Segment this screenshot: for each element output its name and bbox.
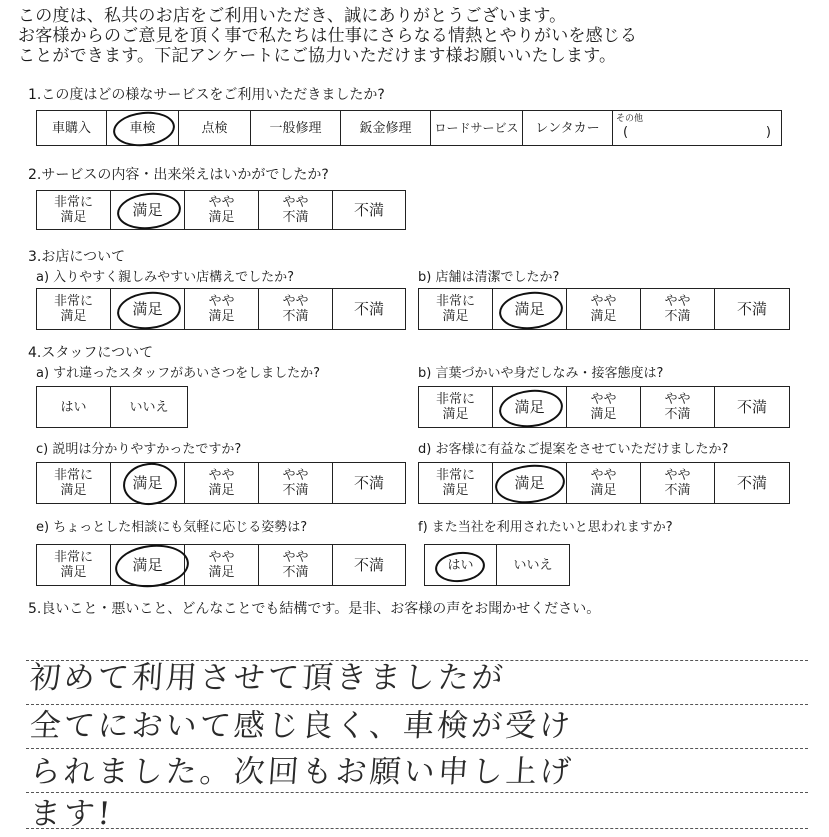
scale-label: 不満 bbox=[353, 299, 384, 318]
scale-dissatisfied[interactable] bbox=[333, 191, 405, 229]
handwritten-comment-line-3: られました。次回もお願い申し上げ bbox=[28, 754, 576, 790]
scale-label: やや 不満 bbox=[282, 550, 309, 580]
intro-text bbox=[18, 6, 818, 66]
scale-somewhat-satisfied[interactable] bbox=[567, 463, 641, 503]
q4f-yesno bbox=[424, 544, 570, 586]
ruled-line bbox=[26, 792, 808, 793]
scale-label: 非常に 満足 bbox=[435, 468, 475, 498]
scale-label: やや 不満 bbox=[664, 468, 691, 498]
q1-option-purchase[interactable] bbox=[37, 111, 107, 145]
scale-label: やや 満足 bbox=[590, 294, 617, 324]
scale-satisfied[interactable] bbox=[493, 289, 567, 329]
scale-label: 満足 bbox=[132, 473, 163, 492]
q5-title: 5.良いこと・悪いこと、どんなことでも結構です。是非、お客様の声をお聞かせください。 bbox=[28, 601, 601, 617]
yes-option[interactable] bbox=[37, 387, 111, 427]
q1-option-label: レンタカー bbox=[535, 120, 600, 136]
scale-somewhat-satisfied[interactable] bbox=[567, 289, 641, 329]
scale-dissatisfied[interactable] bbox=[715, 387, 789, 427]
scale-label: 非常に 満足 bbox=[435, 392, 475, 422]
scale-label: やや 不満 bbox=[664, 392, 691, 422]
scale-very-satisfied[interactable] bbox=[37, 191, 111, 229]
q1-option-shaken[interactable] bbox=[107, 111, 179, 145]
q3b-scale bbox=[418, 288, 790, 330]
scale-label: やや 満足 bbox=[208, 468, 235, 498]
q1-option-road-service[interactable] bbox=[431, 111, 523, 145]
scale-label: やや 不満 bbox=[282, 195, 309, 225]
other-open-paren: ( bbox=[623, 124, 629, 140]
scale-label: 満足 bbox=[132, 555, 163, 574]
q1-option-rental[interactable] bbox=[523, 111, 613, 145]
q4d-title: d) お客様に有益なご提案をさせていただけましたか? bbox=[418, 442, 729, 457]
q1-options bbox=[36, 110, 782, 146]
other-label: その他 bbox=[616, 114, 644, 124]
scale-label: 不満 bbox=[353, 473, 384, 492]
scale-label: やや 満足 bbox=[590, 392, 617, 422]
q1-option-label: 車購入 bbox=[51, 120, 91, 136]
yes-option[interactable] bbox=[425, 545, 497, 585]
intro-line-2: お客様からのご意見を頂く事で私たちは仕事にさらなる情熱とやりがいを感じる bbox=[18, 26, 638, 46]
scale-label: 非常に 満足 bbox=[53, 550, 93, 580]
scale-somewhat-satisfied[interactable] bbox=[185, 289, 259, 329]
scale-somewhat-dissatisfied[interactable] bbox=[259, 545, 333, 585]
q1-option-label: 一般修理 bbox=[269, 120, 322, 136]
scale-label: 不満 bbox=[736, 473, 767, 492]
no-option[interactable] bbox=[497, 545, 569, 585]
q1-option-inspection[interactable] bbox=[179, 111, 251, 145]
scale-label: 満足 bbox=[514, 299, 545, 318]
yes-label: はい bbox=[60, 399, 87, 415]
intro-line-1: この度は、私共のお店をご利用いただき、誠にありがとうございます。 bbox=[18, 6, 567, 26]
scale-satisfied[interactable] bbox=[111, 191, 185, 229]
scale-satisfied[interactable] bbox=[493, 463, 567, 503]
scale-somewhat-satisfied[interactable] bbox=[185, 191, 259, 229]
scale-dissatisfied[interactable] bbox=[715, 289, 789, 329]
handwritten-comment-line-2: 全てにおいて感じ良く、車検が受け bbox=[28, 708, 575, 744]
scale-dissatisfied[interactable] bbox=[333, 545, 405, 585]
q4a-yesno bbox=[36, 386, 188, 428]
scale-somewhat-satisfied[interactable] bbox=[185, 463, 259, 503]
q3-title: 3.お店について bbox=[28, 249, 126, 265]
scale-satisfied[interactable] bbox=[111, 463, 185, 503]
scale-label: やや 不満 bbox=[664, 294, 691, 324]
scale-label: 不満 bbox=[353, 200, 384, 219]
q4-title: 4.スタッフについて bbox=[28, 345, 154, 361]
scale-very-satisfied[interactable] bbox=[419, 289, 493, 329]
scale-dissatisfied[interactable] bbox=[333, 289, 405, 329]
q1-option-label: 車検 bbox=[129, 120, 156, 136]
scale-somewhat-dissatisfied[interactable] bbox=[259, 463, 333, 503]
scale-label: 不満 bbox=[736, 397, 767, 416]
scale-satisfied[interactable] bbox=[111, 289, 185, 329]
q4e-title: e) ちょっとした相談にも気軽に応じる姿勢は? bbox=[36, 520, 308, 535]
scale-label: 不満 bbox=[353, 555, 384, 574]
scale-very-satisfied[interactable] bbox=[37, 463, 111, 503]
scale-label: やや 満足 bbox=[590, 468, 617, 498]
q4c-scale bbox=[36, 462, 406, 504]
handwritten-comment-line-1: 初めて利用させて頂きましたが bbox=[28, 660, 508, 696]
scale-very-satisfied[interactable] bbox=[37, 289, 111, 329]
scale-label: やや 満足 bbox=[208, 294, 235, 324]
scale-label: 満足 bbox=[514, 397, 545, 416]
scale-label: 非常に 満足 bbox=[53, 195, 93, 225]
q2-scale bbox=[36, 190, 406, 230]
q3a-title: a) 入りやすく親しみやすい店構えでしたか? bbox=[36, 270, 295, 285]
scale-label: 満足 bbox=[514, 473, 545, 492]
scale-somewhat-dissatisfied[interactable] bbox=[259, 191, 333, 229]
scale-somewhat-satisfied[interactable] bbox=[567, 387, 641, 427]
scale-label: 満足 bbox=[132, 200, 163, 219]
scale-somewhat-dissatisfied[interactable] bbox=[259, 289, 333, 329]
q4b-scale bbox=[418, 386, 790, 428]
q1-title: 1.この度はどの様なサービスをご利用いただきましたか? bbox=[28, 87, 385, 103]
q3a-scale bbox=[36, 288, 406, 330]
intro-line-3: ことができます。下記アンケートにご協力いただけます様お願いいたします。 bbox=[18, 46, 617, 66]
scale-very-satisfied[interactable] bbox=[419, 387, 493, 427]
q1-option-label: 鈑金修理 bbox=[359, 120, 412, 136]
scale-very-satisfied[interactable] bbox=[37, 545, 111, 585]
q4c-title: c) 説明は分かりやすかったですか? bbox=[36, 442, 242, 457]
scale-satisfied[interactable] bbox=[111, 545, 185, 585]
q4d-scale bbox=[418, 462, 790, 504]
no-option[interactable] bbox=[111, 387, 187, 427]
scale-label: 非常に 満足 bbox=[435, 294, 475, 324]
q2-title: 2.サービスの内容・出来栄えはいかがでしたか? bbox=[28, 167, 329, 183]
scale-label: やや 満足 bbox=[208, 195, 235, 225]
scale-label: 非常に 満足 bbox=[53, 294, 93, 324]
scale-label: やや 満足 bbox=[208, 550, 235, 580]
no-label: いいえ bbox=[129, 399, 169, 415]
scale-label: 満足 bbox=[132, 299, 163, 318]
q1-option-label: 点検 bbox=[201, 120, 228, 136]
no-label: いいえ bbox=[513, 557, 553, 573]
scale-somewhat-dissatisfied[interactable] bbox=[641, 387, 715, 427]
scale-label: 非常に 満足 bbox=[53, 468, 93, 498]
other-close-paren: ) bbox=[765, 124, 771, 140]
handwritten-comment-line-4: ます! bbox=[28, 796, 115, 832]
scale-somewhat-dissatisfied[interactable] bbox=[641, 289, 715, 329]
q1-option-repair[interactable] bbox=[251, 111, 341, 145]
ruled-line bbox=[26, 828, 808, 829]
q4a-title: a) すれ違ったスタッフがあいさつをしましたか? bbox=[36, 366, 321, 381]
scale-dissatisfied[interactable] bbox=[333, 463, 405, 503]
scale-somewhat-satisfied[interactable] bbox=[185, 545, 259, 585]
scale-label: やや 不満 bbox=[282, 294, 309, 324]
q3b-title: b) 店舗は清潔でしたか? bbox=[418, 270, 560, 285]
q1-option-bodywork[interactable] bbox=[341, 111, 431, 145]
q4e-scale bbox=[36, 544, 406, 586]
scale-satisfied[interactable] bbox=[493, 387, 567, 427]
scale-dissatisfied[interactable] bbox=[715, 463, 789, 503]
scale-somewhat-dissatisfied[interactable] bbox=[641, 463, 715, 503]
q4b-title: b) 言葉づかいや身だしなみ・接客態度は? bbox=[418, 366, 664, 381]
scale-label: やや 不満 bbox=[282, 468, 309, 498]
scale-label: 不満 bbox=[736, 299, 767, 318]
q4f-title: f) また当社を利用されたいと思われますか? bbox=[418, 520, 673, 535]
scale-very-satisfied[interactable] bbox=[419, 463, 493, 503]
q1-option-other[interactable] bbox=[613, 111, 781, 145]
yes-label: はい bbox=[447, 557, 474, 573]
q1-option-label: ロードサービス bbox=[434, 120, 519, 135]
